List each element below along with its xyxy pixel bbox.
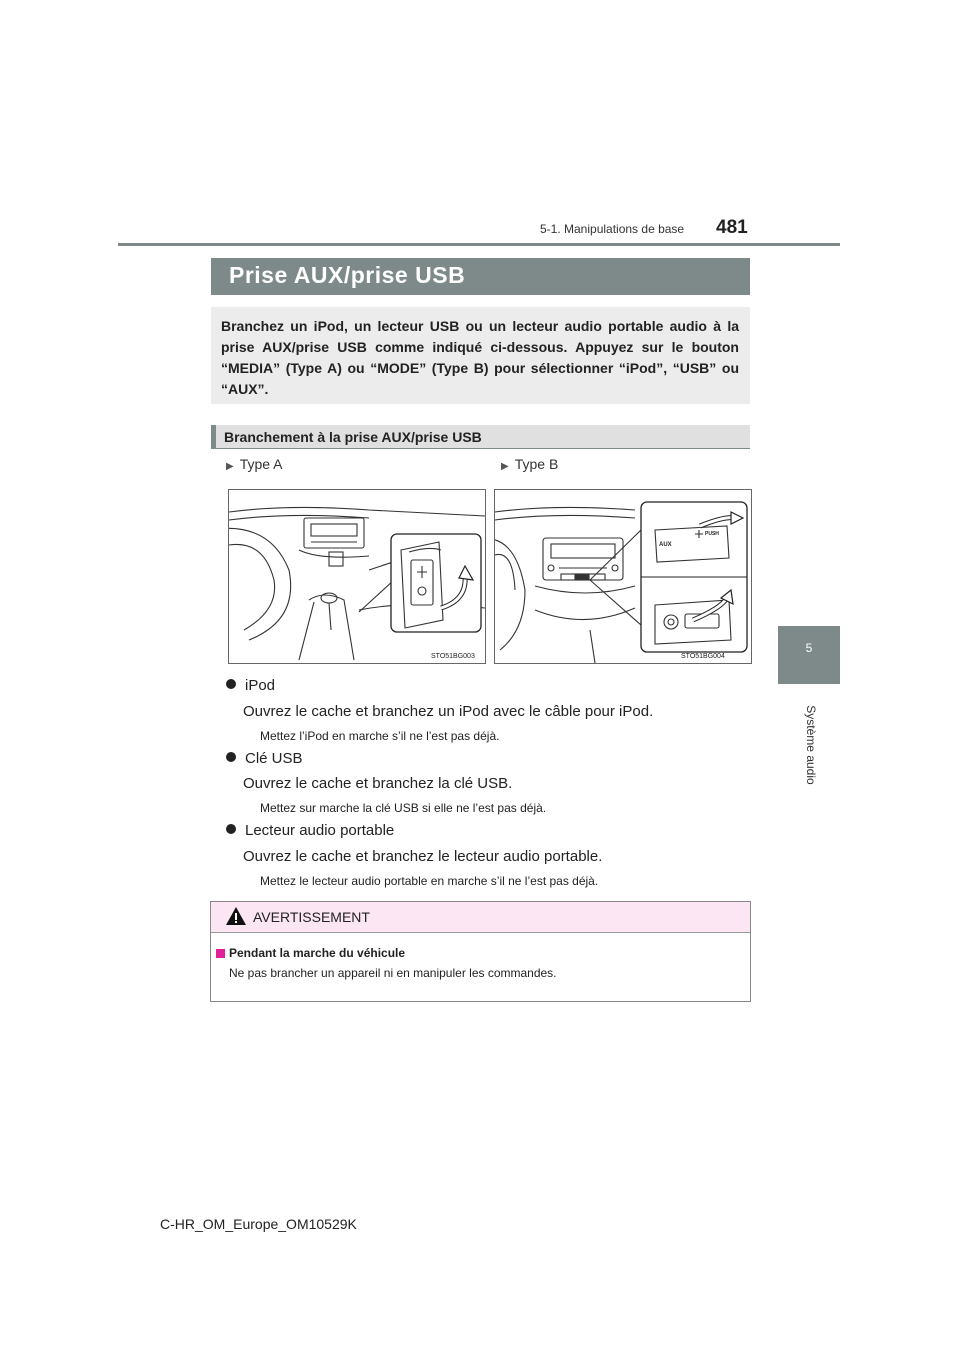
aux-label: AUX xyxy=(659,542,672,548)
figure-type-b xyxy=(494,489,752,664)
footer-doc-id: C-HR_OM_Europe_OM10529K xyxy=(160,1216,357,1232)
chapter-tab-label: Système audio xyxy=(804,705,818,785)
bullet-icon xyxy=(226,824,236,834)
page-number: 481 xyxy=(716,217,748,238)
list-item-body: Ouvrez le cache et branchez la clé USB. xyxy=(243,775,513,792)
intro-text: Branchez un iPod, un lecteur USB ou un lecteur audio portable audio à la prise AUX/prise USB comme indiqué ci-dessous. Appuyez sur le bouton “MEDIA” (Type A) ou “MODE” (Type B) pour sélectionner “iPod”, “USB” ou “AUX”. xyxy=(221,318,739,397)
triangle-right-icon: ▶ xyxy=(501,461,509,472)
triangle-right-icon: ▶ xyxy=(226,461,234,472)
chapter-tab[interactable] xyxy=(778,626,840,684)
subheading-accent xyxy=(211,425,216,449)
figure-code-b: STO51BG004 xyxy=(681,653,725,660)
subheading: Branchement à la prise AUX/prise USB xyxy=(224,429,482,445)
bullet-icon xyxy=(226,752,236,762)
type-a-label: ▶ Type A xyxy=(226,456,283,472)
list-item-note: Mettez sur marche la clé USB si elle ne l’est pas déjà. xyxy=(260,801,547,815)
dashboard-illustration-a xyxy=(229,490,485,663)
figure-code-a: STO51BG003 xyxy=(431,653,475,660)
push-label: PUSH xyxy=(705,531,719,537)
warning-triangle-icon xyxy=(225,906,247,926)
list-item-body: Ouvrez le cache et branchez le lecteur audio portable. xyxy=(243,848,603,865)
figure-type-a xyxy=(228,489,486,664)
dashboard-illustration-b xyxy=(495,490,751,663)
subheading-rule xyxy=(211,448,750,449)
square-bullet-icon xyxy=(216,949,225,958)
page-title: Prise AUX/prise USB xyxy=(229,262,466,288)
warning-body: Ne pas brancher un appareil ni en manipuler les commandes. xyxy=(229,966,557,980)
list-item-body: Ouvrez le cache et branchez un iPod avec le câble pour iPod. xyxy=(243,703,654,720)
warning-subtitle: Pendant la marche du véhicule xyxy=(229,946,406,960)
list-item-note: Mettez l’iPod en marche s’il ne l’est pas déjà. xyxy=(260,729,500,743)
list-item-ipod: iPod xyxy=(226,677,275,694)
type-b-label: ▶ Type B xyxy=(501,456,559,472)
chapter-tab-number: 5 xyxy=(805,641,813,655)
list-item-portable-player: Lecteur audio portable xyxy=(226,822,394,839)
list-item-usb: Clé USB xyxy=(226,750,303,767)
section-reference: 5-1. Manipulations de base xyxy=(540,222,685,236)
bullet-icon xyxy=(226,679,236,689)
warning-title: AVERTISSEMENT xyxy=(253,909,370,925)
list-item-note: Mettez le lecteur audio portable en marche s’il ne l’est pas déjà. xyxy=(260,874,599,888)
header-rule xyxy=(118,243,840,246)
